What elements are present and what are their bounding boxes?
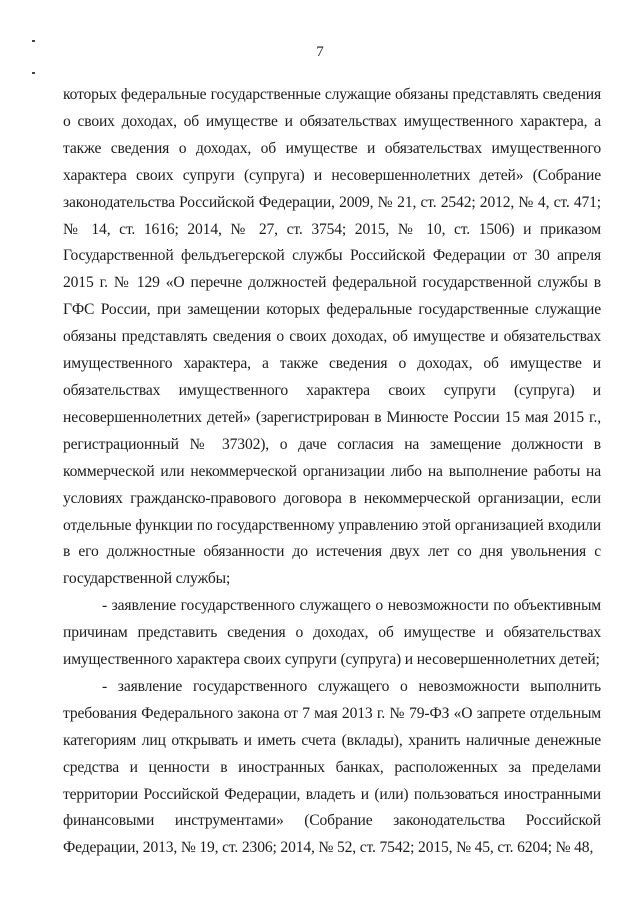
scan-margin-mark [32,40,35,42]
document-body [63,82,601,862]
scan-margin-mark [32,72,35,74]
paragraph-list-item: - заявление государственного служащего о невозможности выполнить требования Федерального закона от 7 мая 2013 г. № 79-ФЗ «О запрете отдельным категориям лиц открывать и иметь счета (вклады), хранить наличные денежные средства и ценности в иностранных банках, расположенных за пределами территории Российской Федерации, владеть и (или) пользоваться иностранными финансовыми инструментами» (Собрание законодательства Российской Федерации, 2013, № 19, ст. 2306; 2014, № 52, ст. 7542; 2015, № 45, ст. 6204; № 48, [63,677,601,857]
paragraph-list-item: - заявление государственного служащего о невозможности по объективным причинам представить сведения о доходах, об имуществе и обязательствах имущественного характера своих супруги (супруга) и несовершеннолетних детей; [63,597,601,669]
paragraph-continuation: которых федеральные государственные служащие обязаны представлять сведения о своих доходах, об имуществе и обязательствах имущественного характера, а также сведения о доходах, об имуществе и обязательствах имущественного характера своих супруги (супруга) и несовершеннолетних детей» (Собрание законодательства Российской Федерации, 2009, № 21, ст. 2542; 2012, № 4, ст. 471; № 14, ст. 1616; 2014, № 27, ст. 3754; 2015, № 10, ст. 1506) и приказом Государственной фельдъегерской службы Российской Федерации от 30 апреля 2015 г. № 129 «О перечне должностей федеральной государственной службы в ГФС России, при замещении которых федеральные государственные служащие обязаны представлять сведения о своих доходах, об имуществе и обязательствах имущественного характера, а также сведения о доходах, об имуществе и обязательствах имущественного характера своих супруги (супруга) и несовершеннолетних детей» (зарегистрирован в Минюсте России 15 мая 2015 г., регистрационный № 37302), о даче согласия на замещение должности в коммерческой или некоммерческой организации либо на выполнение работы на условиях гражданско-правового договора в некоммерческой организации, если отдельные функции по государственному управлению этой организацией входили в его должностные обязанности до истечения двух лет со дня увольнения с государственной службы; [63,86,601,588]
page-number: 7 [316,44,324,60]
